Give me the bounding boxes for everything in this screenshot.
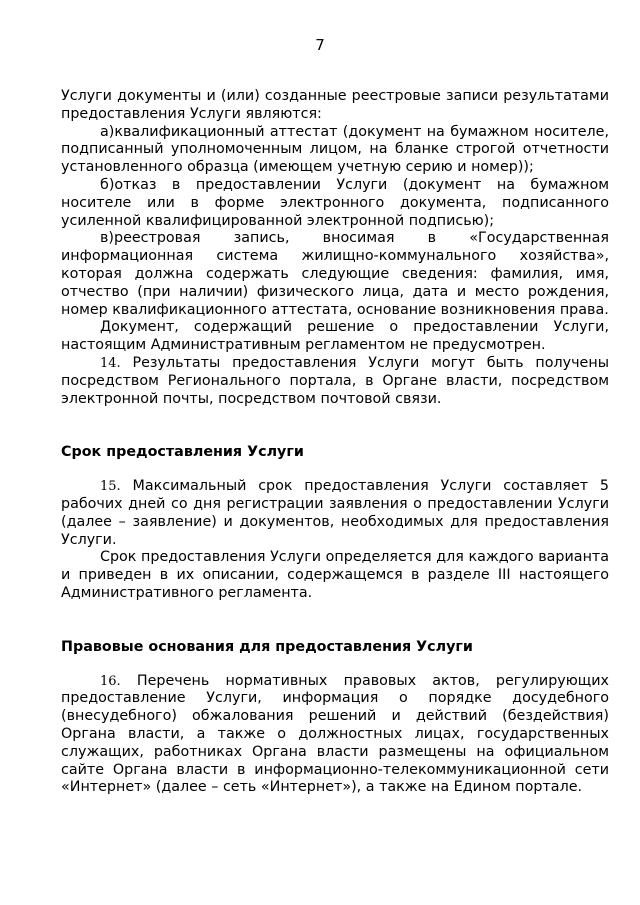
section-heading-term: Срок предоставления Услуги	[61, 444, 304, 461]
item-14-text: Результаты предоставления Услуги могут быть получены посредством Регионального портала, в Органе власти, посредством электронной почты, посредством почтовой связи.	[61, 354, 609, 407]
list-item-b: б)отказ в предоставлении Услуги (документ на бумажном носителе или в форме электронного документа, подписанного усиленной квалифицированной электронной подписью);	[61, 176, 609, 229]
section-heading-legal-basis: Правовые основания для предоставления Услуги	[61, 638, 473, 655]
list-item-c: в)реестровая запись, вносимая в «Государственная информационная система жилищно-коммунального хозяйства», которая должна содержать следующие сведения: фамилия, имя, отчество (при наличии) физического лица, дата и место рождения, номер квалификационного аттестата, основание возникновения права.	[61, 230, 609, 318]
item-15	[61, 478, 609, 549]
item-14-number: 14.	[100, 355, 121, 371]
item-15-number: 15.	[100, 479, 121, 495]
item-16	[61, 673, 609, 798]
page-number: 7	[315, 36, 325, 54]
item-16-text: Перечень нормативных правовых актов, регулирующих предоставление Услуги, информация о порядке досудебного (внесудебного) обжалования решений и действий (бездействия) Органа власти, а также о должностных лицах, государственных служащих, работниках Органа власти размещены на официальном сайте Органа власти в информационно-телекоммуникационной сети «Интернет» (далее – сеть «Интернет»), а также на Едином портале.	[61, 672, 609, 796]
item-15-text: Максимальный срок предоставления Услуги составляет 5 рабочих дней со дня регистрации заявления о предоставлении Услуги (далее – заявление) и документов, необходимых для предоставления Услуги.	[61, 478, 609, 548]
paragraph-results-intro: Услуги документы и (или) созданные реестровые записи результатами предоставления Услуги являются:	[61, 88, 609, 122]
paragraph-decision-document: Документ, содержащий решение о предоставлении Услуги, настоящим Административным регламентом не предусмотрен.	[61, 319, 609, 354]
item-14	[61, 355, 609, 408]
paragraph-term-variants: Срок предоставления Услуги определяется для каждого варианта и приведен в их описании, содержащемся в разделе III настоящего Административного регламента.	[61, 549, 609, 601]
item-16-number: 16.	[100, 673, 121, 689]
list-item-a: а)квалификационный аттестат (документ на бумажном носителе, подписанный уполномоченным лицом, на бланке строгой отчетности установленного образца (имеющем учетную серию и номер));	[61, 123, 609, 176]
document-body	[61, 88, 609, 797]
